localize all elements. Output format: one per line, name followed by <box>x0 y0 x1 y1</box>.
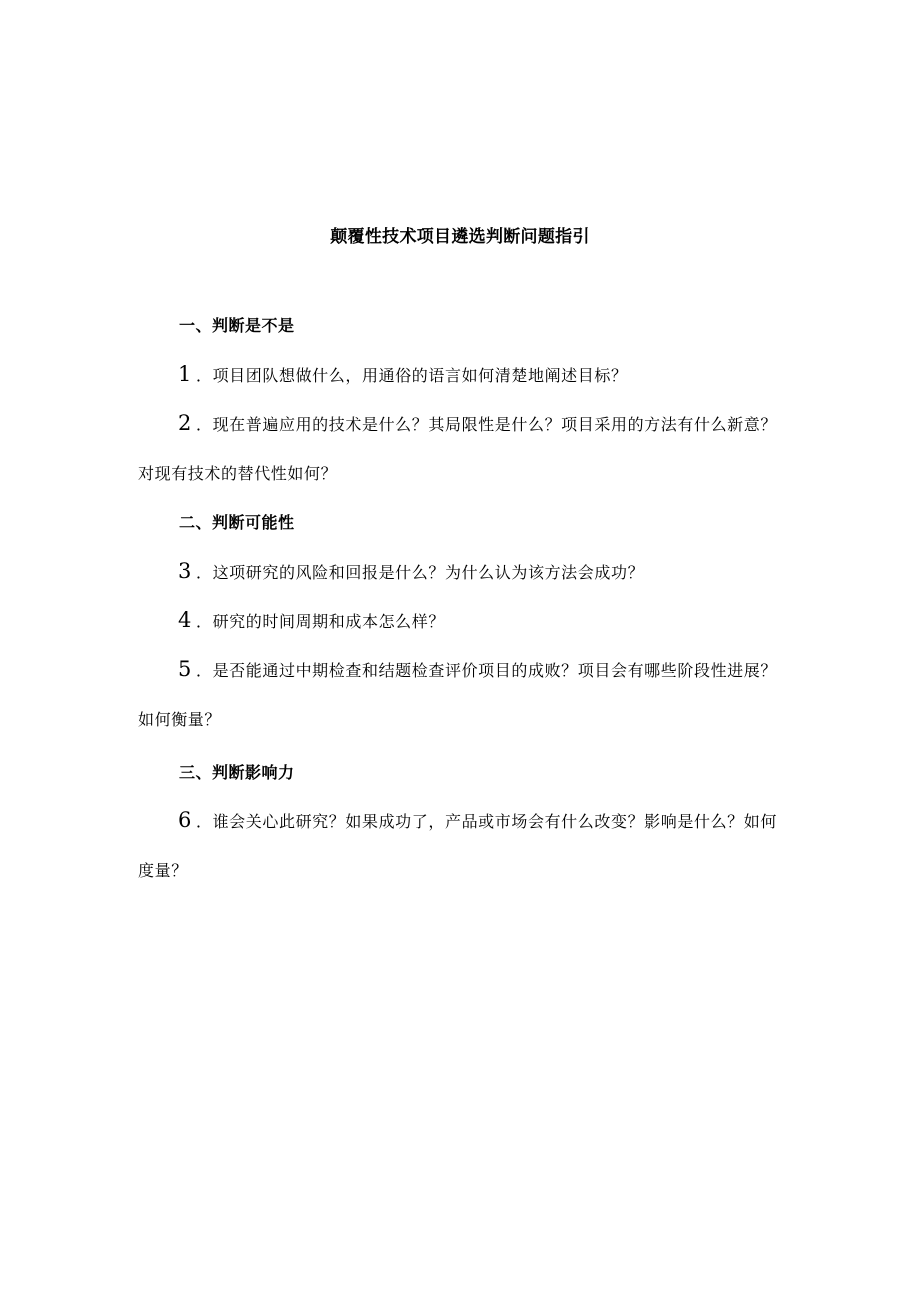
question-text: ．这项研究的风险和回报是什么？为什么认为该方法会成功？ <box>195 563 645 582</box>
question-item-4 <box>138 596 778 646</box>
document-title: 颠覆性技术项目遴选判断问题指引 <box>330 227 590 247</box>
question-number: 5 <box>178 657 192 681</box>
question-text: ．项目团队想做什么，用通俗的语言如何清楚地阐述目标？ <box>195 366 628 385</box>
question-number: 6 <box>178 808 192 832</box>
question-text: ．谁会关心此研究？如果成功了，产品或市场会有什么改变？影响是什么？如何度量？ <box>138 812 777 880</box>
question-item-6 <box>138 796 778 895</box>
section-heading-3: 三、判断影响力 <box>179 763 295 782</box>
question-item-3 <box>138 547 778 597</box>
question-item-5 <box>138 645 778 744</box>
question-item-1 <box>138 350 778 400</box>
question-number: 3 <box>178 559 192 583</box>
question-number: 4 <box>178 608 192 632</box>
section-heading-1: 一、判断是不是 <box>179 316 295 335</box>
question-text: ．是否能通过中期检查和结题检查评价项目的成败？项目会有哪些阶段性进展？如何衡量？ <box>138 661 777 729</box>
question-text: ．研究的时间周期和成本怎么样？ <box>195 612 445 631</box>
question-item-2 <box>138 399 778 498</box>
question-number: 2 <box>178 411 192 435</box>
section-heading-2: 二、判断可能性 <box>179 513 295 532</box>
question-text: ．现在普遍应用的技术是什么？其局限性是什么？项目采用的方法有什么新意？对现有技术的替代性如何？ <box>138 415 777 483</box>
question-number: 1 <box>178 362 192 386</box>
